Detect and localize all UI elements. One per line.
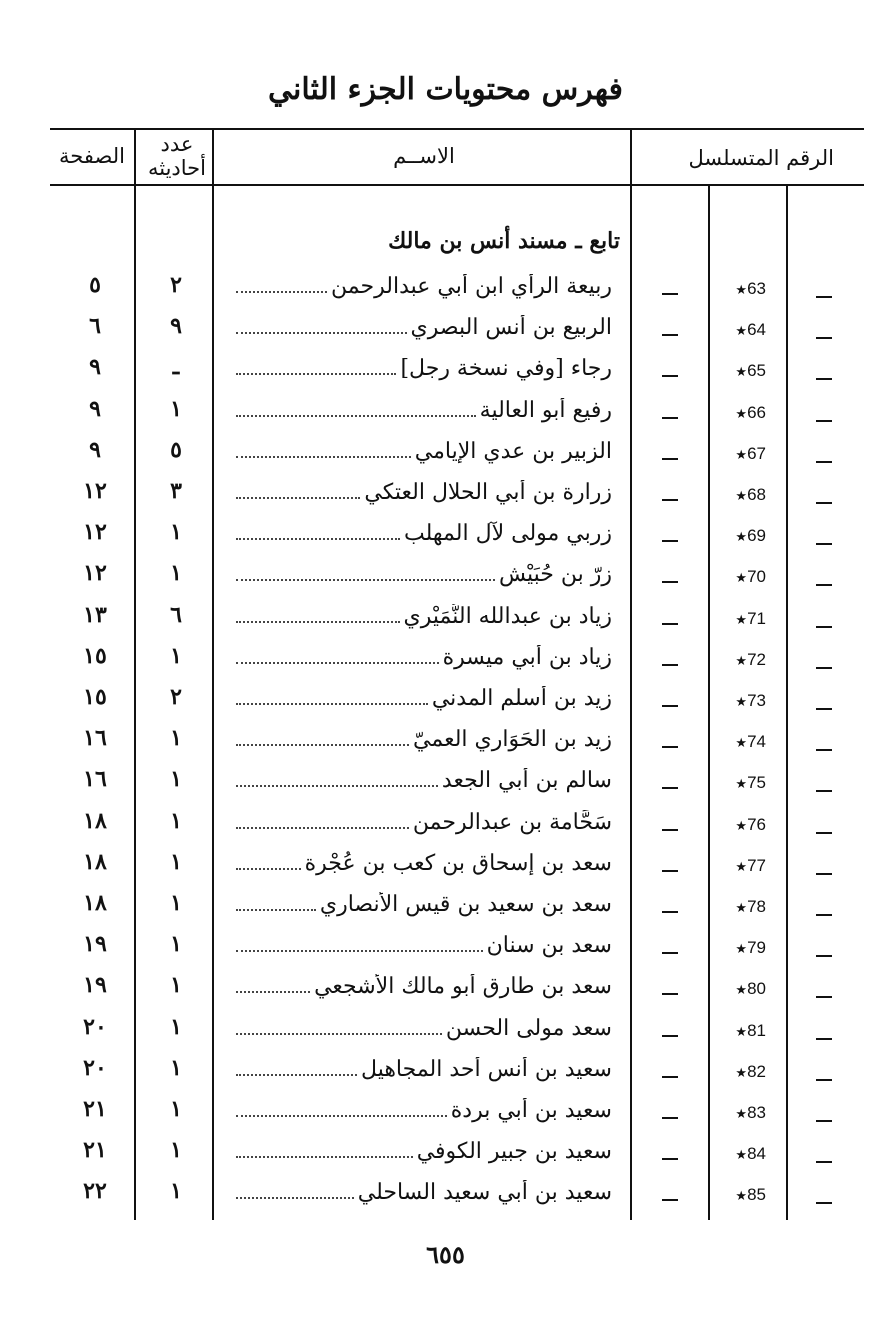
dash-mark — [662, 623, 678, 625]
serial-number: 72 — [747, 649, 766, 669]
star-icon: ★ — [735, 1188, 748, 1204]
star-icon: ★ — [735, 323, 748, 339]
table-row — [0, 806, 891, 847]
dash-mark — [816, 1038, 832, 1040]
serial-cell — [716, 938, 766, 958]
table-row — [0, 517, 891, 558]
name-cell — [236, 686, 612, 711]
page-title: فهرس محتويات الجزء الثاني — [268, 72, 623, 107]
serial-number: 71 — [747, 608, 766, 628]
serial-cell — [716, 444, 766, 464]
table-row — [0, 1053, 891, 1094]
serial-number: 85 — [747, 1185, 766, 1205]
count-cell: ١ — [170, 890, 182, 916]
dash-mark — [662, 870, 678, 872]
dash-mark — [662, 1035, 678, 1037]
dash-mark — [816, 832, 832, 834]
name-text: الزبير بن عدي الإيامي — [414, 438, 612, 464]
serial-cell — [716, 650, 766, 670]
page-cell: ١٥ — [83, 642, 107, 669]
serial-number: 73 — [747, 691, 766, 710]
page-cell: ٢١ — [83, 1137, 107, 1164]
serial-number: 74 — [747, 732, 766, 752]
table-row — [0, 1094, 891, 1135]
dot-leader — [236, 415, 476, 417]
name-cell — [236, 356, 612, 381]
serial-number: 84 — [747, 1144, 766, 1164]
serial-number: 65 — [747, 361, 766, 381]
name-cell — [236, 1016, 612, 1041]
star-icon: ★ — [735, 982, 748, 998]
name-text: زربي مولى لآل المهلب — [404, 521, 612, 547]
page-cell: ١٦ — [83, 725, 107, 752]
name-cell — [236, 1180, 612, 1205]
dot-leader — [236, 621, 400, 623]
dash-mark — [816, 996, 832, 998]
page-cell: ٢٢ — [83, 1178, 107, 1205]
star-icon: ★ — [735, 652, 748, 668]
dot-leader — [236, 456, 411, 458]
count-cell: ١ — [170, 1013, 182, 1040]
header-page: الصفحة — [59, 144, 125, 168]
count-cell: ١ — [170, 725, 182, 752]
count-cell: ١ — [170, 931, 182, 958]
table-row — [0, 1176, 891, 1217]
star-icon: ★ — [735, 282, 748, 297]
star-icon: ★ — [735, 735, 748, 751]
dash-mark — [816, 873, 832, 875]
name-cell — [236, 439, 612, 464]
star-icon: ★ — [735, 1106, 748, 1121]
serial-number: 64 — [747, 320, 766, 340]
page-cell: ١٩ — [83, 931, 107, 958]
name-text: سعيد بن جبير الكوفي — [416, 1139, 612, 1165]
page-cell: ١٢ — [83, 478, 107, 504]
name-text: سعيد بن أنس أحد المجاهيل — [361, 1056, 612, 1082]
table-row — [0, 1012, 891, 1053]
name-text: سعيد بن أبي بردة — [450, 1098, 612, 1123]
name-text: زرارة بن أبي الحلال العتكي — [364, 480, 612, 505]
page-cell: ٢٠ — [83, 1054, 107, 1081]
serial-cell — [716, 979, 766, 999]
dot-leader — [236, 827, 409, 829]
dash-mark — [816, 337, 832, 339]
serial-number: 82 — [747, 1061, 766, 1081]
star-icon: ★ — [735, 446, 748, 462]
dot-leader — [236, 538, 400, 540]
serial-number: 76 — [747, 814, 766, 834]
serial-cell — [716, 1185, 766, 1205]
count-cell: ـ — [172, 354, 180, 381]
dash-mark — [816, 708, 832, 710]
star-icon: ★ — [735, 1147, 748, 1163]
dot-leader — [236, 868, 301, 870]
dot-leader — [236, 1115, 447, 1117]
dot-leader — [236, 744, 409, 746]
name-text: سَحَّامة بن عبدالرحمن — [412, 809, 612, 835]
name-cell — [236, 1098, 612, 1123]
serial-cell — [716, 732, 766, 752]
table-row — [0, 970, 891, 1011]
table-row — [0, 311, 891, 352]
count-cell: ١ — [170, 1137, 182, 1164]
count-cell: ١ — [170, 560, 182, 587]
dash-mark — [662, 293, 678, 295]
dash-mark — [662, 1076, 678, 1078]
star-icon: ★ — [735, 1023, 748, 1039]
dash-mark — [816, 1161, 832, 1163]
serial-cell — [716, 279, 766, 299]
serial-number: 69 — [747, 526, 766, 546]
dash-mark — [816, 955, 832, 957]
dash-mark — [816, 584, 832, 586]
section-heading: تابع ـ مسند أنس بن مالك — [388, 228, 620, 254]
star-icon: ★ — [735, 611, 748, 627]
serial-number: 75 — [747, 773, 766, 793]
page-cell: ١٢ — [83, 560, 107, 587]
dot-leader — [236, 785, 438, 787]
page-cell: ١٢ — [83, 519, 107, 546]
name-text: سعد بن طارق أبو مالك الأشجعي — [314, 974, 612, 1000]
serial-cell — [716, 1062, 766, 1082]
header-top-rule — [50, 128, 864, 130]
page-cell: ٢١ — [83, 1096, 107, 1122]
name-cell — [236, 521, 612, 546]
count-cell: ٩ — [170, 313, 182, 340]
dash-mark — [662, 993, 678, 995]
star-icon: ★ — [735, 900, 748, 915]
name-cell — [236, 810, 612, 835]
dash-mark — [662, 746, 678, 748]
header-count-line2: أحاديثه — [147, 156, 206, 180]
dot-leader — [236, 909, 316, 911]
serial-cell — [716, 526, 766, 546]
name-cell — [236, 1057, 612, 1082]
serial-cell — [716, 773, 766, 793]
dash-mark — [662, 417, 678, 419]
dash-mark — [662, 952, 678, 954]
page-cell: ٩ — [89, 436, 101, 463]
serial-number: 81 — [747, 1020, 766, 1040]
dot-leader — [236, 579, 495, 581]
table-row — [0, 600, 891, 641]
dash-mark — [662, 458, 678, 460]
table-row — [0, 929, 891, 970]
page-cell: ٢٠ — [83, 1013, 107, 1040]
serial-cell — [716, 691, 766, 711]
name-text: زياد بن عبدالله النُّمَيْري — [403, 603, 612, 629]
star-icon: ★ — [735, 694, 748, 709]
dash-mark — [662, 375, 678, 377]
serial-cell — [716, 609, 766, 629]
name-cell — [236, 274, 612, 299]
page-cell: ١٨ — [83, 848, 107, 875]
name-cell — [236, 1139, 612, 1164]
star-icon: ★ — [735, 776, 748, 792]
dash-mark — [816, 1202, 832, 1204]
serial-cell — [716, 1103, 766, 1123]
page-cell: ٥ — [89, 272, 101, 298]
name-cell — [236, 645, 612, 670]
name-text: سعد بن سعيد بن قيس الأنصاري — [319, 892, 612, 917]
serial-number: 83 — [747, 1103, 766, 1122]
dash-mark — [816, 378, 832, 380]
serial-number: 78 — [747, 897, 766, 916]
count-cell: ٣ — [170, 478, 182, 504]
name-cell — [236, 604, 612, 629]
count-cell: ١ — [170, 519, 182, 546]
count-cell: ١ — [170, 766, 182, 793]
dash-mark — [662, 787, 678, 789]
star-icon: ★ — [735, 364, 748, 380]
dot-leader — [236, 497, 360, 499]
dot-leader — [236, 1197, 354, 1199]
dash-mark — [816, 502, 832, 504]
dash-mark — [662, 334, 678, 336]
serial-cell — [716, 856, 766, 876]
table-row — [0, 558, 891, 599]
serial-number: 77 — [747, 855, 766, 875]
dot-leader — [236, 950, 483, 952]
dash-mark — [816, 296, 832, 298]
serial-number: 67 — [747, 443, 766, 463]
header-name: الاســم — [393, 144, 455, 168]
page-number: ٦٥٥ — [426, 1240, 465, 1269]
count-cell: ١ — [170, 1096, 182, 1122]
serial-number: 70 — [747, 567, 766, 587]
dash-mark — [816, 790, 832, 792]
count-cell: ٦ — [170, 601, 182, 628]
dot-leader — [236, 291, 327, 293]
count-cell: ١ — [170, 807, 182, 834]
star-icon: ★ — [735, 488, 748, 503]
page-cell: ١٩ — [83, 972, 107, 999]
name-cell — [236, 892, 612, 917]
table-row — [0, 847, 891, 888]
dot-leader — [236, 991, 310, 993]
page-cell: ٩ — [89, 395, 101, 422]
serial-cell — [716, 485, 766, 505]
serial-cell — [716, 1144, 766, 1164]
star-icon: ★ — [735, 941, 748, 957]
name-text: زياد بن أبي ميسرة — [442, 644, 612, 670]
serial-cell — [716, 1021, 766, 1041]
serial-number: 66 — [747, 402, 766, 422]
dot-leader — [236, 373, 396, 375]
name-cell — [236, 768, 612, 793]
star-icon: ★ — [735, 570, 748, 586]
dot-leader — [236, 1074, 357, 1076]
header-serial: الرقم المتسلسل — [688, 146, 834, 170]
header-bottom-rule — [50, 184, 864, 186]
table-row — [0, 764, 891, 805]
star-icon: ★ — [735, 529, 748, 545]
table-row — [0, 352, 891, 393]
name-text: زيد بن أسلم المدني — [431, 686, 612, 711]
dot-leader — [236, 332, 407, 334]
star-icon: ★ — [735, 858, 748, 874]
page-cell: ١٥ — [83, 684, 107, 710]
name-cell — [236, 851, 612, 876]
table-row — [0, 1135, 891, 1176]
name-cell — [236, 727, 612, 752]
name-cell — [236, 562, 612, 587]
name-text: ربيعة الرأي ابن أبي عبدالرحمن — [331, 274, 612, 299]
dot-leader — [236, 1033, 442, 1035]
count-cell: ١ — [170, 1178, 182, 1205]
table-row — [0, 682, 891, 723]
dot-leader — [236, 1156, 413, 1158]
dash-mark — [662, 1117, 678, 1119]
dash-mark — [816, 1079, 832, 1081]
dash-mark — [816, 461, 832, 463]
dot-leader — [236, 703, 428, 705]
page-cell: ١٣ — [83, 601, 107, 628]
page-cell: ١٨ — [83, 807, 107, 834]
dash-mark — [662, 540, 678, 542]
dash-mark — [662, 705, 678, 707]
table-row — [0, 888, 891, 929]
dash-mark — [662, 829, 678, 831]
name-text: سعيد بن أبي سعيد الساحلي — [357, 1180, 612, 1206]
star-icon: ★ — [735, 817, 748, 833]
name-cell — [236, 933, 612, 958]
dash-mark — [662, 1199, 678, 1201]
count-cell: ٢ — [170, 272, 182, 298]
name-text: الربيع بن أنس البصري — [410, 315, 612, 341]
name-text: سعد بن سنان — [486, 933, 612, 959]
serial-cell — [716, 897, 766, 917]
table-row — [0, 394, 891, 435]
count-cell: ١ — [170, 972, 182, 999]
page-cell: ١٦ — [83, 766, 107, 793]
name-text: سعد بن إسحاق بن كعب بن عُجْرة — [304, 850, 612, 876]
dash-mark — [816, 914, 832, 916]
count-cell: ٢ — [170, 684, 182, 710]
name-text: سالم بن أبي الجعد — [441, 768, 612, 794]
count-cell: ١ — [170, 1054, 182, 1081]
serial-number: 68 — [747, 485, 766, 504]
star-icon: ★ — [735, 405, 748, 421]
header-count-line1: عدد — [160, 132, 194, 156]
name-text: رجاء [وفي نسخة رجل] — [400, 356, 612, 382]
name-cell — [236, 974, 612, 999]
serial-cell — [716, 320, 766, 340]
count-cell: ١ — [170, 395, 182, 422]
serial-cell — [716, 403, 766, 423]
page-cell: ١٨ — [83, 890, 107, 916]
dash-mark — [816, 749, 832, 751]
dash-mark — [662, 499, 678, 501]
name-text: زيد بن الحَوَاري العميّ — [413, 727, 612, 753]
dash-mark — [816, 667, 832, 669]
name-text: سعد مولى الحسن — [445, 1015, 612, 1041]
table-row — [0, 641, 891, 682]
dash-mark — [816, 420, 832, 422]
dot-leader — [236, 662, 439, 664]
dash-mark — [662, 911, 678, 913]
table-row — [0, 435, 891, 476]
page-cell: ٩ — [89, 354, 101, 381]
count-cell: ٥ — [170, 436, 182, 463]
serial-number: 80 — [747, 979, 766, 999]
serial-cell — [716, 815, 766, 835]
serial-number: 63 — [747, 279, 766, 298]
dash-mark — [662, 581, 678, 583]
name-text: رفيع أبو العالية — [479, 397, 612, 423]
serial-cell — [716, 361, 766, 381]
dash-mark — [816, 543, 832, 545]
name-cell — [236, 315, 612, 340]
dash-mark — [816, 626, 832, 628]
name-text: زرّ بن حُبَيْش — [498, 562, 612, 588]
dash-mark — [662, 1158, 678, 1160]
name-cell — [236, 480, 612, 505]
count-cell: ١ — [170, 642, 182, 669]
table-row — [0, 476, 891, 517]
count-cell: ١ — [170, 848, 182, 875]
star-icon: ★ — [735, 1064, 748, 1080]
serial-number: 79 — [747, 938, 766, 958]
table-row — [0, 723, 891, 764]
dash-mark — [816, 1120, 832, 1122]
table-row — [0, 270, 891, 311]
name-cell — [236, 398, 612, 423]
serial-cell — [716, 567, 766, 587]
dash-mark — [662, 664, 678, 666]
page-cell: ٦ — [89, 313, 101, 340]
